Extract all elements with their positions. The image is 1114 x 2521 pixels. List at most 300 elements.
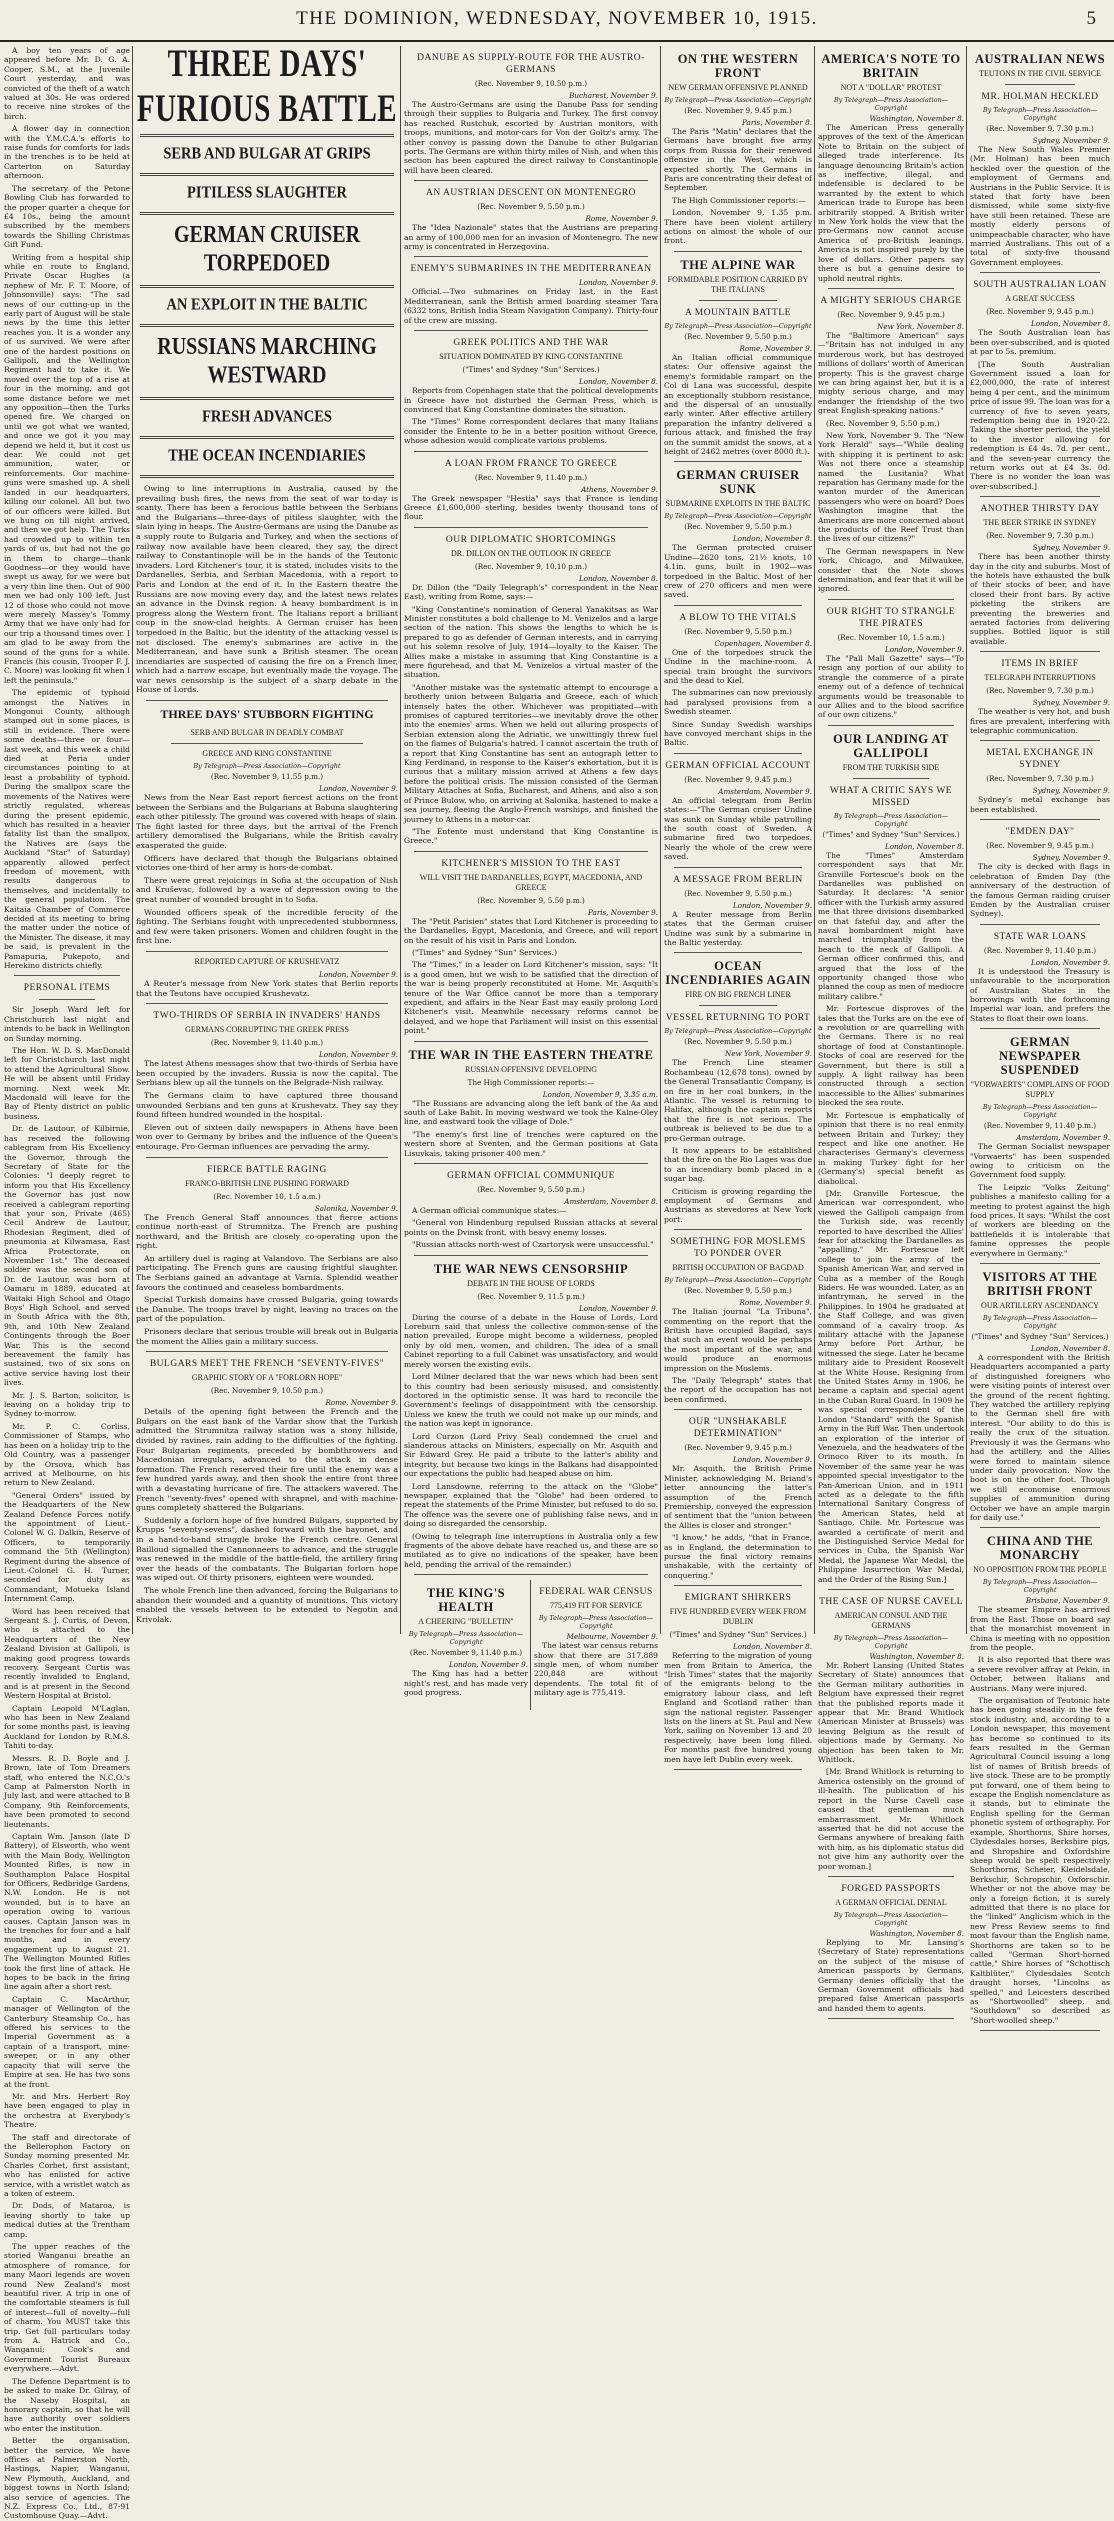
personal-item: Mr. P. C. Corliss, Commissioner of Stamps, who has been on a holiday trip to the Old Country, was a passenger by the Orsova, which has arrived at Melbourne, on his return to New Zealand. — [4, 1421, 130, 1488]
story-paragraph: The steamer Empire has arrived from the East. Those on board say that the monarchist movement in China is meeting with no opposition from the people. — [970, 1605, 1110, 1652]
story-subheading: TELEGRAPH INTERRUPTIONS — [984, 673, 1096, 683]
story-paragraph: The "Pall Mall Gazette" says—"To resign any portion of our ability to strangle the commerce of a pirate enemy out of a defence of technical arguments would be treasonable to our Allies and to the blood sacrifice of our own citizens." — [818, 653, 964, 720]
personal-item: Captain Wm. Janson (late D Battery), of Elsworth, who went with the Main Body, Wellington Mounted Rifles, is now in Southampton Palace Hospital for Officers, Redbridge Gardens, N.W. London. He is not wounded, but is to have an operation owing to various causes. Captain Janson was in the trenches for four and a half months, and in every engagement up to August 21. The Wellington Mounted Rifles took the first line of attack. He hopes to be back in the firing line again after a short rest. — [4, 1831, 130, 1992]
story-subheading: FROM THE TURKISH SIDE — [842, 762, 940, 772]
story-subheading: NO OPPOSITION FROM THE PEOPLE — [973, 1565, 1107, 1575]
dateline: Rome, November 9. — [739, 343, 812, 353]
byline: By Telegraph—Press Association—Copyright — [408, 1630, 524, 1647]
story-paragraph: Details of the opening fight between the French and the Bulgars on the east bank of the Vardar show that the Turkish admitted the Strumnitza railway station was a stony hillside, divided by ravines, rain adding to the difficulties of the fighting. Four Bulgarian regiments, preceded by bombthrowers and Macedonian irregulars, advanced to the attack in dense formation. The French reserved their fire until the enemy was a few hundred yards away, and then shook the entire front three with a devastating hurricane of fire. The attackers wavered. The French "seventy-fives" opened with shrapnel, and with machine-guns completely shattered the Bulgarians. — [136, 1407, 398, 1513]
dateline: London, November 8. — [732, 1642, 812, 1652]
story-paragraph: A correspondent with the British Headquarters accompanied a party of distinguished foreigners who were visiting points of interest over the ground of the recent fighting. They watched the artillery replying to the German shell fire with interest. "Our ability to do this is really the crux of the situation. Previously it was the Germans who had the artillery, and the Allies were forced to maintain silence under daily provocation. Now the boot is on the other foot. Though we still economise enormous supplies of ammunition during October we have an ample margin for daily use." — [970, 1353, 1110, 1522]
byline: By Telegraph—Press Association—Copyright — [664, 1027, 812, 1036]
news-story — [404, 1048, 658, 1164]
story-paragraph: Replying to Mr. Lansing's (Secretary of State) representations on the subject of the misuse of American passports by Germans, Germany denies officially that the German Government officials had prepared false American passports and handed them to agents. — [818, 1937, 964, 2013]
personal-item: Better the organisation, better the service. We have offices at Palmerston North, Hastings, Napier, Wanganui, New Plymouth, Auckland, and biggest towns in North Island; also service of agencies. The N.Z. Express Co., Ltd., 87-91 Customhouse Quay.—Advt. — [4, 2436, 130, 2521]
news-story — [664, 1592, 812, 1770]
personal-item: Mr. and Mrs. Herbert Roy have been engaged to play in the orchestra at Everybody's Theatre. — [4, 2091, 130, 2130]
story-subheading: AMERICAN CONSUL AND THE GERMANS — [834, 1611, 948, 1630]
column-5-stories — [818, 52, 964, 2019]
divider — [853, 778, 929, 779]
story-heading: ANOTHER THIRSTY DAY — [980, 504, 1100, 515]
dateline: London, November 9. — [318, 784, 398, 794]
divider — [674, 952, 802, 953]
news-story — [404, 534, 658, 852]
received-time: (Rec. November 9, 11.40 p.m.) — [983, 945, 1097, 955]
news-story — [664, 1416, 812, 1586]
story-subheading: FIRE ON BIG FRENCH LINER — [685, 990, 791, 1000]
divider — [140, 475, 394, 478]
dateline: London, November 9. — [318, 969, 398, 979]
dateline: Rome, November 9. — [739, 1298, 812, 1308]
story-heading: OUR DIPLOMATIC SHORTCOMINGS — [445, 534, 617, 545]
divider — [414, 330, 648, 331]
dateline: Amsterdam, November 8. — [564, 1197, 658, 1207]
story-paragraph: The organisation of Teutonic hate has been going steadily in the few stock industry, and, according to a London newspaper, this movement has become so continued to its fears resulted in the German Agricultural Council issuing a long list of names of British breeds of live stock. These are to be promptly put forward, one of them being to escape the English nomenclature as it stands, but to eliminate the English spelling for the German phonetic system of orthography. For example, Shorthorns, Shire horses, Clydesdales horses, Berkshire pigs, and Shropshire and Oxfordshire sheep would be spelt respectively Schorthorns, Scheier, Kleidelsdale, Berkschir, Schropschir, Oxforschir. Whether or not the above may be only a foreign fiction, it is surely admitted that there is no place for the "linked" Anglicism which in the new Press Review seems to find most favour than the English name. Shorthorns are taken so to be called "German Short-horned cattle," Shire horses of "Schottisch Kaltblüter," Clydesdales Scotch draught horses, "Lincolns as spelled," and Leicesters described as "Shortwoolled" sheep, and "Southdown" so described as "Short-woolled sheep." — [970, 1696, 1110, 2025]
column-5 — [818, 46, 964, 2013]
story-heading: FORGED PASSPORTS — [841, 1883, 941, 1894]
local-news — [4, 46, 130, 970]
story-paragraph: The French Line steamer Rochambeau (12,678 tons), owned by the General Transatlantic Company, is on fire in her coal bunkers, in the Atlantic. The vessel is returning to Halifax, although the captain reports that the fire is not serious. The outbreak is believed to be due to a pro-German outrage. — [664, 1058, 812, 1143]
divider — [980, 819, 1100, 820]
war-census-story — [534, 1580, 658, 1700]
story-heading: A LOAN FROM FRANCE TO GREECE — [444, 458, 618, 469]
story-paragraph: The German Socialist newspaper "Vorwaerts" has been suspended owing to criticism on the Government food supply. — [970, 1142, 1110, 1180]
story-paragraph: It now appears to be established that the fire on the Rio Lages was due to an incendiary bomb placed in a sugar bag. — [664, 1145, 812, 1184]
dateline: Sydney, November 9. — [1032, 698, 1110, 708]
received-time: (Rec. November 9, 11.5 p.m.) — [477, 1291, 585, 1301]
column-1 — [4, 46, 130, 2521]
story-paragraph: The whole French line then advanced, forcing the Bulgarians to abandon their wounded and a quantity of munitions. This victory enabled the vessels between to be extended to Negotin and Krivolak. — [136, 1585, 398, 1624]
story-paragraph: Referring to the migration of young men from Britain to America, the "Irish Times" states that the majority of the emigrants belong to the emigratory labour class, and left England and Scotland rather than sign the national register. Passenger lists on the liners at St. Paul and New York, sailing on November 13 and 20 respectively, have been long filled. For months past five hundred young men have left Dublin every week. — [664, 1651, 812, 1764]
received-time: (Rec. November 9, 7.30 p.m.) — [986, 774, 1094, 784]
received-time: (Rec. November 9, 10.10 p.m.) — [474, 561, 588, 571]
story-heading: OUR LANDING AT GALLIPOLI — [833, 731, 949, 760]
dateline: New York, November 9. — [725, 1049, 812, 1059]
story-paragraph: Officers have declared that though the Bulgarians obtained victories one-third of her army is hors-de-combat. — [136, 853, 398, 873]
story-paragraph: The submarines can now previously had paralysed provisions from a Swedish steamer. — [664, 688, 812, 717]
story-paragraph: "The enemy's first line of trenches were captured on the western shore at Sventen, and the German positions at Gata Lisuvkais, taking prisoner 400 men." — [404, 1129, 658, 1158]
dateline: Amsterdam, November 9. — [718, 786, 812, 796]
masthead-title: THE DOMINION, WEDNESDAY, NOVEMBER 10, 1915. — [296, 8, 818, 29]
story-subheading: 775,419 FIT FOR SERVICE — [549, 1601, 643, 1611]
divider — [140, 397, 394, 400]
story-paragraph: Suddenly a forlorn hope of five hundred Bulgars, supported by Krupps "seventy-sevens", dashed forward with the bayonet, and in a hand-to-hand struggle broke the French centre. General Bailloud signalled the Cannonneers to advance, and the struggle was renewed in the middle of the battle-field, the artillery firing over the heads of the combatants. The Bulgarian forlorn hope was wiped out. Of thirty prisoners, eighteen were wounded. — [136, 1515, 398, 1583]
divider — [828, 1589, 954, 1590]
news-story — [664, 468, 812, 605]
dateline: London, November 9. — [732, 900, 812, 910]
received-time: (Rec. November 9, 9.45 p.m.) — [986, 841, 1094, 851]
divider — [674, 753, 802, 754]
news-story — [404, 263, 658, 331]
story-subheading: GREECE AND KING CONSTANTINE — [202, 749, 332, 759]
story-heading: A MOUNTAIN BATTLE — [685, 307, 791, 318]
personal-item: Messrs. R. D. Boyle and J. Brown, late of Tom Dreamers staff, who entered the N.C.O.'s Camp at Palmerston North in July last, and were attached to B Company, 9th Reinforcements, have been promoted to second lieutenants. — [4, 1753, 130, 1829]
story-subheading: WILL VISIT THE DARDANELLES, EGYPT, MACEDONIA, AND GREECE — [419, 872, 643, 892]
column-rule — [966, 46, 967, 1634]
story-paragraph: Special Turkish domains have crossed Bulgaria, going towards the Danube. The troops travel by night, leaving no traces on the part of the population. — [136, 1295, 398, 1324]
story-paragraph: The "Daily Telegraph" states that the report of the occupation has not been confirmed. — [664, 1376, 812, 1404]
story-subheading: THE BEER STRIKE IN SYDNEY — [983, 518, 1097, 528]
byline: By Telegraph—Press Association—Copyright — [833, 96, 949, 112]
divider — [414, 1041, 648, 1042]
headline-deck: RUSSIANS MARCHING WESTWARD — [157, 333, 377, 389]
story-paragraph: (Owing to telegraph line interruptions in Australia only a few fragments of the above debate have reached us, and these are so mutilated as to give no indications of the speaker, have been held, pending the arrival of the remainder.) — [404, 1531, 658, 1569]
received-time: ("Times" and Sydney "Sun" Services.) — [462, 365, 600, 375]
news-story — [970, 931, 1110, 1029]
story-paragraph: "The Russians are advancing along the left bank of the Aa and south of Lake Babit. In moving westward we took the Kalne-Oley line, and eastward took the village of Dole." — [404, 1098, 658, 1127]
dateline: London, November 8. — [884, 841, 964, 851]
story-subheading: DEBATE IN THE HOUSE OF LORDS — [467, 1278, 595, 1288]
divider — [414, 1163, 648, 1164]
personal-item: The upper reaches of the storied Wanganui breathe an atmosphere of romance, for many Maori legends are woven round New Zealand's most beautiful river. A trip in one of the comfortable steamers is full of interest—full of novelty—full of charm. You MUST take this trip. Get full particulars today from A. Hatrick and Co., Wanganui; Cook's and Government Tourist Bureaux everywhere.—Advt. — [4, 2242, 130, 2374]
story-heading: REPORTED CAPTURE OF KRUSHEVATZ — [194, 956, 340, 966]
news-story — [970, 747, 1110, 820]
story-paragraph: The Paris "Matin" declares that the Germans have brought five army corps from Russia for their renewed offensive in the West, which is expected shortly. The Germans in Paris are concentrating their defeat of September. — [664, 127, 812, 193]
news-story — [404, 337, 658, 451]
received-time: (Rec. November 9, 9.45 p.m.) — [986, 307, 1094, 317]
story-paragraph: News from the Near East report fiercest actions on the front between the Serbians and the Bulgarians at Babuna slaughtering each other pitilessly. The ground was covered with heaps of slain. The fight lasted for three days, but the arrival of the French artillery demoralised the Bulgarians, while the British cavalry exasperated the guide. — [136, 793, 398, 851]
received-time: (Rec. November 9, 9.45 p.m.) — [837, 309, 945, 319]
story-paragraph: Since Sunday Swedish warships have convoyed merchant ships in the Baltic. — [664, 719, 812, 748]
divider — [140, 134, 394, 137]
story-paragraph: The High Commissioner reports:— — [672, 195, 806, 205]
story-paragraph: Criticism is growing regarding the employment of Germans and Austrians as stevedores at New York port. — [664, 1186, 812, 1224]
dateline: London, November 9, 3.35 a.m. — [542, 1089, 658, 1099]
received-time: (Rec. November 9, 11.40 p.m.) — [210, 1038, 324, 1048]
news-story — [818, 295, 964, 600]
story-paragraph: ("Times" and Sydney "Sun" Services.) — [412, 947, 558, 957]
divider — [828, 1876, 954, 1877]
news-story — [970, 1035, 1110, 1264]
dateline: London, November 9. — [1030, 957, 1110, 967]
column-rule — [530, 1580, 531, 1710]
personal-item: The staff and directorate of the Bellerophon Factory on Sunday morning presented Mr. Charles Corbet, first assistant, who has enlisted for active service, with a wristlet watch as a token of esteem. — [4, 2132, 130, 2198]
dateline: Melbourne, November 9. — [566, 1632, 658, 1642]
received-time: (Rec. November 9, 5.50 p.m.) — [684, 522, 792, 532]
story-paragraph: "The Entente must understand that King Constantine is Greece." — [404, 826, 658, 846]
received-time: The High Commissioner reports:— — [467, 1077, 595, 1087]
headline-deck: AN EXPLOIT IN THE BALTIC — [166, 295, 368, 315]
divider — [1005, 84, 1075, 85]
story-paragraph: An official telegram from Berlin states:—"The German cruiser Undine was sunk on Sunday while patrolling the south coast of Sweden. A submarine fired two torpedoes. Nearly the whole of the crew were saved. — [664, 795, 812, 862]
personal-item: Word has been received that Sergeant S. J. Curtis, of Devon, who is attached to the Headquarters of the New Zealand Division at Gallipoli, is making good progress towards recovery. Sergeant Curtis was recently invalided to England, and is at present in the Second Western Hospital at Bristol. — [4, 1606, 130, 1701]
news-story — [970, 1270, 1110, 1528]
byline: By Telegraph—Press Association—Copyright — [982, 1578, 1098, 1595]
story-subheading: SITUATION DOMINATED BY KING CONSTANTINE — [439, 352, 623, 362]
story-paragraph: The Austro-Germans are using the Danube Pass for sending through their supplies to Bulgaria and Turkey. The first convoy has reached Rustchuk, escorted by Austrian monitors, with troops, munitions, and motor-cars for Von der Goltz's army. The other convoy is passing down the Danube to other Bulgarian ports. The Germans are within thirty miles of Nish, and when this section has been captured the direct railway to Constantinople will have been cleared. — [404, 100, 658, 175]
divider — [828, 288, 954, 289]
personal-item: "General Orders" issued by the Headquarters of the New Zealand Defence Forces notify the appointment of Lieut.-Colonel W. G. Dalkin, Reserve of Officers, to temporarily command the 5th (Wellington) Regiment during the absence of Lieut.-Colonel G. H. Turner, seconded for duty as Commandant, Motueka Island Internment Camp. — [4, 1490, 130, 1604]
story-paragraph: New York, November 9. The "New York Herald" says—"While dealing with shipping it is pertinent to ask: Was not there once a steamship named the Lusitania? What reparation has Germany made for the wanton murder of the American passengers who were on board? Does Washington imagine that the Americans are more concerned about the products of the Reef Trust than the lives of our citizens?" — [818, 430, 964, 544]
story-paragraph: The French General Staff announces that fierce actions continue north-east of Strumnitza. The French are pushing northward, and the British are closely co-operating upon the right. — [136, 1212, 398, 1251]
divider — [674, 1585, 802, 1586]
news-story — [664, 52, 812, 252]
story-heading: DANUBE AS SUPPLY-ROUTE FOR THE AUSTRO-GERMANS — [417, 53, 645, 75]
story-paragraph: The American Press generally approves of the text of the American Note to Britain on the subject of alleged trade interference. Its language denouncing Britain's action as ineffective, illegal, and indefensible is declared to be warranted by the extent to which American trade to Europe has been arbitrarily stopped. A British writer in New York holds the view that the pro-Germans now cannot accuse America of pro-British leanings. America is not inspired purely by the love of dollars. Other papers say there is but a genuine desire to uphold neutral rights. — [818, 123, 964, 283]
story-paragraph: Reports from Copenhagen state that the political developments in Greece have not disturbed the German Press, which is convinced that King Constantine dominates the situation. — [404, 386, 658, 414]
story-heading: SOUTH AUSTRALIAN LOAN — [973, 280, 1107, 291]
story-heading: OCEAN INCENDIARIES AGAIN — [665, 959, 811, 988]
column-6 — [970, 46, 1110, 2025]
story-subheading: SERB AND BULGAR IN DEADLY COMBAT — [190, 728, 344, 738]
received-time: (Rec. November 9, 5.50 p.m.) — [684, 888, 792, 898]
story-paragraph: A Reuter's message from New York states that Berlin reports that the Teutons have occupied Krushevatz. — [136, 978, 398, 998]
news-story — [404, 1170, 658, 1256]
divider — [674, 605, 802, 606]
divider — [414, 1574, 648, 1575]
divider — [14, 975, 120, 976]
received-time: (Rec. November 9, 7.30 p.m.) — [986, 531, 1094, 541]
divider — [414, 1255, 648, 1256]
news-story — [664, 874, 812, 954]
dateline: London, November 8. — [578, 573, 658, 583]
news-story — [818, 606, 964, 726]
column-3 — [404, 46, 659, 1698]
story-heading: WHAT A CRITIC SAYS WE MISSED — [829, 785, 953, 808]
story-heading: AN AUSTRIAN DESCENT ON MONTENEGRO — [425, 188, 637, 199]
story-subheading: RUSSIAN OFFENSIVE DEVELOPING — [464, 1064, 597, 1074]
story-heading: FIERCE BATTLE RAGING — [207, 1164, 327, 1175]
divider — [414, 451, 648, 452]
story-heading: STATE WAR LOANS — [993, 931, 1087, 942]
news-story — [970, 1534, 1110, 2031]
story-paragraph: It is understood the Treasury is unfavourable to the incorporation of Australian States in the borrowings with the forthcoming Imperial war loan, and prefers the States to float their own loans. — [970, 966, 1110, 1023]
story-heading: GERMAN CRUISER SUNK — [676, 468, 800, 497]
story-paragraph: During the course of a debate in the House of Lords, Lord Loreburn said that unless the collective common-sense of the nation prevailed, Europe might become a wilderness, peopled only by old men, women, and children. The idea of a small Cabinet reporting to a full Cabinet was unsatisfactory, and would merely worsen the existing evils. — [404, 1312, 658, 1369]
story-subheading: SUBMARINE EXPLOITS IN THE BALTIC — [665, 499, 811, 509]
divider — [980, 651, 1100, 652]
story-heading: OUR "UNSHAKABLE DETERMINATION" — [688, 1417, 788, 1440]
news-story — [818, 52, 964, 289]
column-3-stories — [404, 52, 658, 1575]
divider — [980, 496, 1100, 497]
story-paragraph: The weather is very hot, and bush fires are prevalent, interfering with telegraphic communication. — [970, 707, 1110, 736]
divider — [140, 212, 394, 215]
personal-item: Mr. J. S. Barton, solicitor, is leaving on a holiday trip to Sydney to-morrow. — [4, 1390, 130, 1419]
divider — [674, 1409, 802, 1410]
dateline: London, November 9. — [578, 278, 658, 288]
story-paragraph: Dr. Dillon (the "Daily Telegraph's" correspondent in the Near East), writing from Rome, says:— — [404, 582, 658, 602]
news-story — [970, 279, 1110, 497]
story-paragraph: Eleven out of sixteen daily newspapers in Athens have been won over to Germany by bribes and the influence of the Queen's entourage. Pro-German influences are pervading the army. — [136, 1122, 398, 1151]
dateline: London, November 9. — [884, 644, 964, 654]
received-time: (Rec. November 9, 11.40 p.m.) — [409, 1648, 523, 1658]
story-subheading: FIVE HUNDRED EVERY WEEK FROM DUBLIN — [669, 1607, 807, 1627]
dateline: London, November 9. — [318, 1050, 398, 1060]
story-paragraph: The German newspapers in New York, Chicago, and Milwaukee, consider that the Note shows determination, and fear that it will be ignored. — [818, 546, 964, 594]
byline: By Telegraph—Press Association—Copyright — [833, 1634, 949, 1650]
news-paragraph: The epidemic of typhoid amongst the Natives in Mongonui County, although stamped out in some places, is still in evidence. There were some deaths—three or four—last week, and this week a child died at Peria under circumstances pointing to at least a probability of typhoid. During the smallpox scare the movements of the Natives were strictly regulated, whereas during the present epidemic, which has resulted in a heavier fatality list than the smallpox, the Natives are (says the Auckland "Star" of Saturday) apparently allowed perfect freedom of movement, with results dangerous to themselves, and incidentally to the general population. The Kaitaia Chamber of Commerce decided at its meeting to bring the matter under the notice of the Minister. The disease, it may be said, is prevalent in the Pamapuria, Pukepoto, and Herekino districts chiefly. — [4, 688, 130, 970]
story-paragraph: [The South Australian Government issued a loan for £2,000,000, the rate of interest being 4 per cent., and the minimum price of issue 99. The loan was for a currency of five to seven years, redemption being due in 1920-22. Taking the shorter period, the yield to the investor allowing for redemption is £4 4s. 7d. per cent., and the seven-year currency the return works out at £4 3s. 0d. There is no wonder the loan was over-subscribed.] — [970, 359, 1110, 491]
story-paragraph: Lord Milner declared that the war news which had been sent to this country had been seriously misused, and consistently doctored in the optimistic sense. It was hard to reconcile the Government's feelings of disappointment with the censorship. Unless we knew the truth we could not make up our minds, and the nation was kept in ignorance. — [404, 1372, 658, 1429]
story-paragraph: There were great rejoicings in Sofia at the occupation of Nish and Kruševac, followed by a wave of depression owing to the great number of wounded brought in to Sofia. — [136, 875, 398, 904]
received-time: ("Times" and Sydney "Sun" Services.) — [669, 1630, 807, 1640]
headline-deck: PITILESS SLAUGHTER — [187, 183, 347, 203]
story-heading: AUSTRALIAN NEWS — [974, 52, 1106, 66]
divider — [980, 740, 1100, 741]
divider — [146, 700, 388, 701]
received-time: (Rec. November 9, 5.50 p.m.) — [684, 626, 792, 636]
byline: By Telegraph—Press Association—Copyright — [538, 1614, 654, 1631]
story-heading: VISITORS AT THE BRITISH FRONT — [982, 1270, 1098, 1299]
news-story — [404, 1262, 658, 1576]
divider — [699, 300, 777, 301]
divider — [674, 867, 802, 868]
news-story — [818, 1596, 964, 1877]
divider — [980, 272, 1100, 273]
news-story — [664, 760, 812, 868]
story-subheading: GERMANS CORRUPTING THE GREEK PRESS — [185, 1025, 349, 1035]
story-subheading: FRANCO-BRITISH LINE PUSHING FORWARD — [185, 1178, 349, 1188]
received-time: (Rec. November 9, 11.40 p.m.) — [474, 472, 588, 482]
news-paragraph: A flower day in connection with the Y.M.C.A.'s efforts to raise funds for comforts for lads in the trenches is to be held at Carterton on Saturday afternoon. — [4, 124, 130, 181]
story-heading: A MIGHTY SERIOUS CHARGE — [820, 295, 962, 306]
column-rule — [400, 46, 401, 1634]
column-rule — [814, 46, 815, 1634]
news-story — [970, 52, 1110, 273]
divider — [146, 1157, 388, 1158]
story-heading: VESSEL RETURNING TO PORT — [665, 1013, 811, 1024]
dateline: London, November 8. — [1030, 1344, 1110, 1354]
byline: By Telegraph—Press Association—Copyright — [982, 106, 1098, 122]
news-story — [664, 612, 812, 754]
story-heading: BULGARS MEET THE FRENCH "SEVENTY-FIVES" — [149, 1359, 385, 1370]
story-heading: ITEMS IN BRIEF — [1001, 659, 1079, 670]
story-subheading: NEW GERMAN OFFENSIVE PLANNED — [668, 83, 808, 92]
story-paragraph: The "Idea Nazionale" states that the Austrians are preparing an army of 100,000 men for an invasion of Montenegro. The new army is concentrated in Herzegovina. — [404, 223, 658, 252]
divider — [828, 2018, 954, 2019]
byline: By Telegraph—Press Association—Copyright — [664, 1276, 812, 1285]
story-paragraph: The New South Wales Premier (Mr. Holman) has been much heckled over the question of the employment of Germans and Austrians in the Public Service. It is stated that forty have been dismissed, while some sixty-five have still been retained. These are mostly elderly persons of unimpeachable character, who have married Australians. This out of a total of sixty-five thousand Government employees. — [970, 145, 1110, 267]
story-paragraph: "King Constantine's nomination of General Yanakitsas as War Minister constitutes a bold challenge to M. Venizelos and a large section of the nation. This shows the lengths to which he is prepared to go as defender of German interests, and in carrying out his solemn resolve of July, 1914—loyalty to the Kaiser. The Allies make a mistake in assuming that King Constantine is a mere figurehead, and that M. Venizelos a virtual master of the situation. — [404, 604, 658, 680]
personal-items — [4, 1005, 130, 2520]
dateline: Sydney, November 9. — [1032, 853, 1110, 863]
bottom-split — [404, 1580, 658, 1710]
story-paragraph: Mr. Fortescue is emphatically of opinion that there is no real enmity between Britain and Turkey; they respect and like one another. He characterises Germany's cleverness in making Turkey fight for her (Germany's) special benefit as diabolical. — [818, 1110, 964, 1186]
dateline: Washington, November 8. — [869, 1652, 964, 1661]
masthead — [0, 0, 1114, 42]
story-heading: TWO-THIRDS OF SERBIA IN INVADERS' HANDS — [153, 1011, 381, 1022]
column-4-stories — [664, 52, 812, 1770]
headline-deck: SERB AND BULGAR AT GRIPS — [163, 144, 371, 164]
story-paragraph: One of the torpedoes struck the Undine in the machine-room. A special train brought the survivors and the dead to Kiel. — [664, 647, 812, 685]
news-story — [664, 258, 812, 462]
story-heading: OUR RIGHT TO STRANGLE THE PIRATES — [826, 606, 956, 629]
personal-item: The Defence Department is to be asked to make Dr. Gilray, of the Naseby Hospital, an honorary captain, so that he will have authority over soldiers who enter the institution. — [4, 2376, 130, 2433]
divider — [414, 527, 648, 528]
news-paragraph: A boy ten years of age appeared before Mr. D. G. A. Cooper, S.M., at the Juvenile Court yesterday, and was convicted of the theft of a watch valued at 30s. He was ordered to receive nine strokes of the birch. — [4, 46, 130, 121]
story-heading: THE WAR IN THE EASTERN THEATRE — [408, 1047, 654, 1062]
dateline: Washington, November 8. — [869, 1928, 964, 1938]
personal-item: Sir Joseph Ward left for Christchurch last night and intends to be back in Wellington on Sunday morning. — [4, 1005, 130, 1043]
story-heading: CHINA AND THE MONARCHY — [986, 1534, 1094, 1563]
headline-deck: FRESH ADVANCES — [202, 407, 332, 427]
received-time: (Rec. November 9, 10.50 p.m.) — [210, 1386, 324, 1396]
column-2 — [136, 42, 398, 1634]
dateline: New York, November 8. — [877, 321, 964, 331]
story-paragraph: There has been another thirsty day in the city and suburbs. Most of the hotels have exhausted the bulk of their stocks of beer, and have closed their front bars. By active picketing the strikers are preventing the breweries and aerated factories from delivering supplies. Bottled liquor is still available. — [970, 552, 1110, 646]
dateline: Copenhagen, November 8. — [714, 638, 812, 648]
story-heading: THREE DAYS' STUBBORN FIGHTING — [160, 707, 374, 722]
received-time: (Rec. November 9, 5.50 p.m.) — [684, 1286, 792, 1296]
divider — [980, 2030, 1100, 2031]
story-paragraph: "General von Hindenburg repulsed Russian attacks at several points on the Dvinsk front, with heavy enemy losses. — [404, 1218, 658, 1237]
news-story — [404, 458, 658, 528]
story-heading: METAL EXCHANGE IN SYDNEY — [986, 748, 1094, 771]
divider — [828, 599, 954, 600]
divider — [980, 924, 1100, 925]
dateline: Amsterdam, November 9. — [1016, 1133, 1110, 1143]
received-time: (Rec. November 9, 5.50 p.m.) — [477, 1185, 585, 1195]
dateline: Paris, November 8. — [742, 118, 812, 127]
headline-deck: THE OCEAN INCENDIARIES — [168, 446, 366, 466]
story-paragraph: Prisoners declare that serious trouble will break out in Bulgaria the moment the Allies gain a military success. — [136, 1327, 398, 1346]
news-story — [970, 503, 1110, 652]
personal-item: Captain Leopold M'Laglan, who has been in New Zealand for some months past, is leaving Auckland for London by R.M.S. Tahiti to-day. — [4, 1703, 130, 1751]
byline: By Telegraph—Press Association—Copyright — [664, 96, 812, 104]
dateline: Washington, November 8. — [869, 114, 964, 123]
story-paragraph: The Leipzic "Volks Zeitung" publishes a manifesto calling for a meeting to protest against the high food prices. It says: "Whilst the cost of workers are bleeding on the battlefields it is intolerable that famine oppresses the people everywhere in Germany." — [970, 1182, 1110, 1258]
dateline: Sydney, November 9. — [1032, 543, 1110, 553]
story-paragraph: "Russian attacks north-west of Czartorysk were unsuccessful." — [412, 1240, 654, 1250]
news-story — [664, 1236, 812, 1410]
story-paragraph: Wounded officers speak of the incredible ferocity of the fighting. The Serbians fought with unprecedented stubbornness, and few were taken prisoners. Women and children fought in the first line. — [136, 907, 398, 946]
story-paragraph: A Reuter message from Berlin states that the German cruiser Undine was sunk by a submarine in the Baltic yesterday. — [664, 909, 812, 947]
story-paragraph: The "Times" Amsterdam correspondent says that Mr. Granville Fortescue's book on the Dardanelles was published on Saturday. It declares: "A senior officer with the Turkish army assured me that three divisions disembarked on that fateful day, and after the naval bombardment might have marched triumphantly from the beach to the neck of Gallipoli. A German officer confirmed this, and argued that the loss of the opportunity changed those who planned the coup as men of mediocre military calibre." — [818, 850, 964, 1001]
story-subheading: "VORWAERTS" COMPLAINS OF FOOD SUPPLY — [970, 1080, 1110, 1100]
story-subheading: TEUTONS IN THE CIVIL SERVICE — [979, 69, 1101, 78]
story-paragraph: Official.—Two submarines on Friday last, in the East Mediterranean, sank the British armed boarding steamer Tara (6332 tons, British India Steam Navigation Company). Thirty-four of the crew are missing. — [404, 287, 658, 325]
story-heading: AMERICA'S NOTE TO BRITAIN — [821, 52, 961, 80]
column-4 — [664, 46, 812, 1764]
column-rule — [132, 46, 133, 1634]
dateline: Rome, November 9. — [325, 1398, 398, 1408]
byline: By Telegraph—Press Association—Copyright — [833, 811, 949, 828]
divider — [414, 256, 648, 257]
story-paragraph: The "Baltimore American" says—"Britain has not indulged in any murderous work, but has destroyed millions of dollars' worth of American property. This is the gravest charge we can bring against her, but it is a mighty serious charge, and may endanger the friendship of the two great English-speaking nations." — [818, 330, 964, 416]
dateline: London, November 8. — [578, 377, 658, 387]
story-heading: ON THE WESTERN FRONT — [677, 52, 799, 80]
byline: By Telegraph—Press Association—Copyright — [833, 1910, 949, 1927]
story-paragraph: An artillery duel is raging at Valandovo. The Serbians are also participating. The French guns are causing frightful slaughter. The Serbians gained an advantage at Varnia. Splendid weather favours the continued and ceaseless bombardments. — [136, 1253, 398, 1292]
story-paragraph: Lord Curzon (Lord Privy Seal) condemned the cruel and slanderous attacks on Ministers, especially on Mr. Asquith and Sir Edward Grey. He paid a tribute to the latter's ability and integrity, but because two kings in the Balkans had disappointed our expectations the public had heaped abuse on him. — [404, 1431, 658, 1479]
story-paragraph: The German protected cruiser Undine—2620 tons, 21½ knots, 10 4.1in. guns, built in 1902—was torpedoed in the Baltic. Most of her crew of 270 officers and men were saved. — [664, 543, 812, 600]
story-paragraph: The "Times," in a leader on Lord Kitchener's mission, says: "It is a good omen, but we wish to be satisfied that the direction of the war is being properly reconstituted at Home. Mr. Asquith's tenure of the War Office cannot be more than a temporary expedient, and affairs in the Near East may easily prolong Lord Kitchener's visit. Meanwhile necessary reforms cannot be delayed, and we hope that Parliament will insist on this essential point." — [404, 960, 658, 1036]
story-heading: GERMAN OFFICIAL ACCOUNT — [665, 760, 811, 771]
dateline: Bucharest, November 9. — [569, 91, 658, 100]
received-time: (Rec. November 9, 9.45 p.m.) — [684, 1443, 792, 1453]
byline: By Telegraph—Press Association—Copyright — [982, 1314, 1098, 1331]
story-paragraph: Mr. Robert Lansing (United States Secretary of State) announces that the German military authorities in Belgium have expressed their regret that the published reports made it appear that Mr. Brand Whitlock (American Minister at Brussels) was leaving Belgium as the result of objections made by Germany. No objection has been taken to Mr. Whitlock. — [818, 1661, 964, 1765]
dateline: London, November 9. — [732, 1455, 812, 1465]
divider — [674, 1229, 802, 1230]
story-paragraph: The city is decked with flags in celebration of Emden Day (the anniversary of the destruction of the famous German raiding cruiser Emden by the Australian cruiser Sydney). — [970, 862, 1110, 919]
byline: By Telegraph—Press Association—Copyright — [664, 321, 812, 330]
divider — [39, 999, 95, 1000]
received-time: (Rec. November 9, 9.45 p.m.) — [684, 106, 792, 115]
story-paragraph: The "Times" Rome correspondent declares that many Italians consider the Entente to be in a better position without Greece, whose adhesion would complicate various problems. — [404, 417, 658, 446]
dateline: London, November 9. — [448, 1660, 528, 1670]
divider — [980, 1527, 1100, 1528]
column-6-stories — [970, 52, 1110, 2031]
personal-item: Dr. de Lautour, of Kilbirnie, has received the following cablegram from His Excellency the Governor, through the Secretary of State for the Colonies: "I deeply regret to inform you that His Excellency the Governor has just now received a cablegram reporting that your son, Private (465) Cecil Andrew de Lautour, Rhodesian Regiment, died of pneumonia at Kilwamasa, East Africa Protectorate, on November 1st." The deceased soldier was the second son of Dr. de Lautour, was born at Oamaru in 1889, educated at Waitaki High School and Otago Boys' High School, and served in South Africa with the 8th, 9th, and 10th New Zealand Contingents through the Boer War. This is the second bereavement the family has sustained, two of six sons on active service having lost their lives. — [4, 1124, 130, 1388]
received-time: (Rec. November 9, 5.50 p.m.) — [684, 1037, 792, 1047]
divider — [980, 1263, 1100, 1264]
news-story — [404, 858, 658, 1042]
story-paragraph: The Italian journal "La Tribuna", commenting on the report that the British have occupied Bagdad, says that such an event would be perhaps the most important of the war, and would produce an enormous impression on the Moslems. — [664, 1307, 812, 1373]
story-paragraph: It is also reported that there was a severe revolver affray at Pekin, in October, between Italians and Austrians. Many were injured. — [970, 1655, 1110, 1693]
story-heading: ENEMY'S SUBMARINES IN THE MEDITERRANEAN — [410, 264, 652, 275]
